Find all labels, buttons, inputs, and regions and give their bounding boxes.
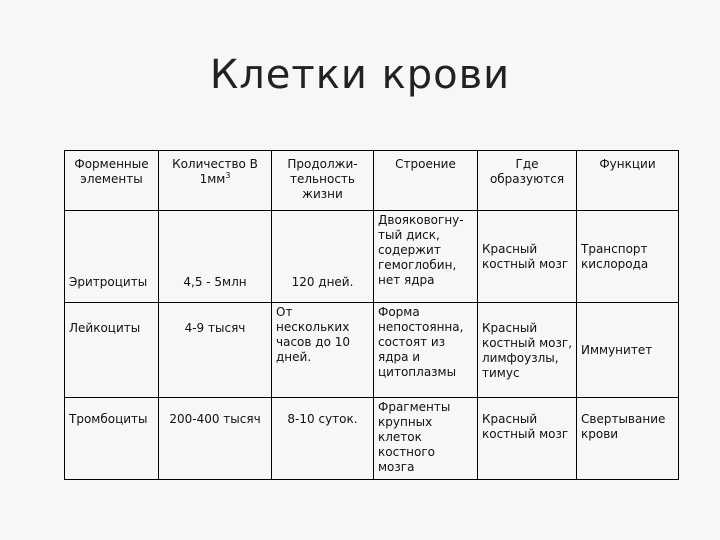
cell-name: Тромбоциты [65,398,159,480]
cell-duration: 8-10 суток. [272,398,374,480]
cell-structure: Двояковогну-тый диск, содержит гемоглобин, нет ядра [374,211,478,303]
header-duration: Продолжи-тельность жизни [272,151,374,211]
cell-count: 4,5 - 5млн [159,211,272,303]
cell-function: Транспорт кислорода [577,211,679,303]
header-structure: Строение [374,151,478,211]
cell-duration: От нескольких часов до 10 дней. [272,303,374,398]
cell-count: 200-400 тысяч [159,398,272,480]
cell-count: 4-9 тысяч [159,303,272,398]
table-row [65,211,679,303]
header-functions: Функции [577,151,679,211]
cell-origin: Красный костный мозг [478,211,577,303]
header-origin: Где образуются [478,151,577,211]
cell-function: Свертывание крови [577,398,679,480]
blood-cells-table [64,150,679,480]
cell-function: Иммунитет [577,303,679,398]
slide-title: Клетки крови [209,52,511,98]
cell-name: Лейкоциты [65,303,159,398]
cell-origin: Красный костный мозг [478,398,577,480]
cell-structure: Фрагменты крупных клеток костного мозга [374,398,478,480]
table-row [65,398,679,480]
header-elements: Форменные элементы [65,151,159,211]
cell-origin: Красный костный мозг, лимфоузлы, тимус [478,303,577,398]
table-row [65,303,679,398]
header-count-sup: 3 [225,171,231,180]
cell-duration: 120 дней. [272,211,374,303]
header-count-text: Количество В 1мм [172,157,258,186]
header-count [159,151,272,211]
table-header-row [65,151,679,211]
cell-name: Эритроциты [65,211,159,303]
cell-structure: Форма непостоянна, состоят из ядра и цитоплазмы [374,303,478,398]
